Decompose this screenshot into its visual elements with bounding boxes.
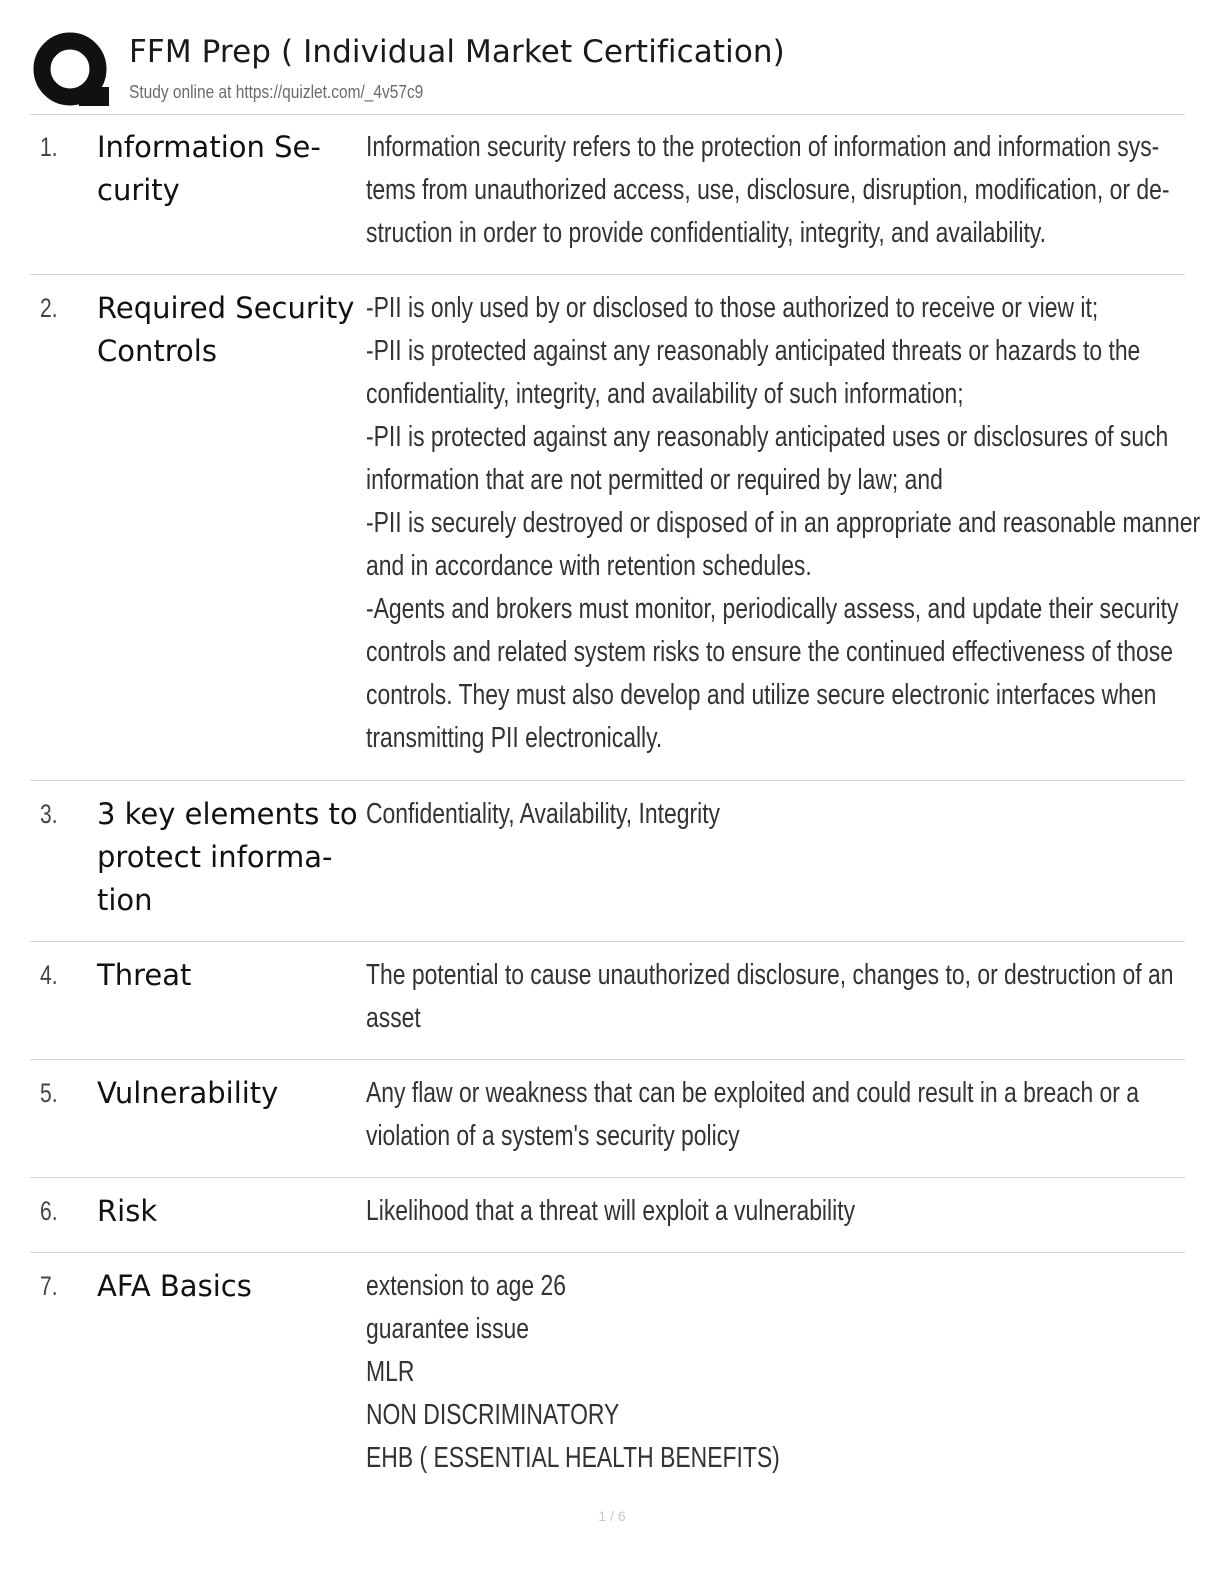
definition-line: -PII is protected against any reasonably anticipated uses or disclosures of such [366, 421, 1169, 453]
divider [30, 274, 1185, 275]
term-line: curity [97, 173, 180, 207]
definition-line: The potential to cause unauthorized disclosure, changes to, or destruction of an [366, 959, 1174, 991]
card-term [97, 793, 372, 922]
divider [30, 1177, 1185, 1178]
definition-line: -PII is only used by or disclosed to those authorized to receive or view it; [366, 292, 1099, 324]
definition-line: violation of a system's security policy [366, 1120, 740, 1152]
definition-line: NON DISCRIMINATORY [366, 1399, 620, 1431]
card-number: 5. [40, 1078, 58, 1108]
definition-line: EHB ( ESSENTIAL HEALTH BENEFITS) [366, 1442, 780, 1474]
definition-line: -Agents and brokers must monitor, periodically assess, and update their security [366, 593, 1179, 625]
card-number: 7. [40, 1271, 58, 1301]
definition-line: tems from unauthorized access, use, disclosure, disruption, modification, or de- [366, 174, 1170, 206]
card-term [97, 1265, 372, 1308]
definition-line: controls and related system risks to ensure the continued effectiveness of those [366, 636, 1173, 668]
card-term [97, 1072, 372, 1115]
divider [30, 941, 1185, 942]
card-term [97, 126, 372, 212]
card-number: 1. [40, 132, 58, 162]
card-definition [366, 1072, 1156, 1158]
definition-line: information that are not permitted or required by law; and [366, 464, 943, 496]
card-definition [366, 1265, 1156, 1480]
card-definition [366, 793, 1156, 836]
term-line: Risk [97, 1194, 158, 1228]
definition-line: transmitting PII electronically. [366, 722, 663, 754]
definition-line: asset [366, 1002, 421, 1034]
card-number: 4. [40, 960, 58, 990]
card-number: 6. [40, 1196, 58, 1226]
definition-line: Confidentiality, Availability, Integrity [366, 798, 721, 830]
definition-line: -PII is protected against any reasonably anticipated threats or hazards to the [366, 335, 1141, 367]
card-definition [366, 126, 1170, 255]
page-header [30, 28, 1186, 114]
definition-line: Information security refers to the protection of information and information sys- [366, 131, 1160, 163]
definition-line: guarantee issue [366, 1313, 530, 1345]
term-line: tion [97, 883, 153, 917]
page-indicator: 1 / 6 [598, 1508, 626, 1524]
card-definition [366, 287, 1201, 760]
study-online-link[interactable]: Study online at https://quizlet.com/_4v57c9 [129, 82, 424, 102]
card-term [97, 1190, 372, 1233]
card-number: 2. [40, 293, 58, 323]
definition-line: Any flaw or weakness that can be exploited and could result in a breach or a [366, 1077, 1140, 1109]
divider [30, 114, 1185, 115]
term-line: protect informa- [97, 840, 333, 874]
definition-line: extension to age 26 [366, 1270, 566, 1302]
page-title: FFM Prep ( Individual Market Certification) [129, 34, 785, 70]
term-line: Vulnerability [97, 1076, 279, 1110]
card-definition [366, 954, 1174, 1040]
definition-line: Likelihood that a threat will exploit a vulnerability [366, 1195, 856, 1227]
card-term [97, 287, 372, 373]
definition-line: -PII is securely destroyed or disposed of in an appropriate and reasonable manner [366, 507, 1201, 539]
definition-line: struction in order to provide confidentiality, integrity, and availability. [366, 217, 1047, 249]
definition-line: controls. They must also develop and utilize secure electronic interfaces when [366, 679, 1157, 711]
term-line: Required Security [97, 291, 355, 325]
term-line: AFA Basics [97, 1269, 252, 1303]
term-line: Controls [97, 334, 217, 368]
divider [30, 1252, 1185, 1253]
term-line: 3 key elements to [97, 797, 358, 831]
definition-line: confidentiality, integrity, and availability of such information; [366, 378, 964, 410]
definition-line: and in accordance with retention schedules. [366, 550, 812, 582]
divider [30, 1059, 1185, 1060]
divider [30, 780, 1185, 781]
quizlet-logo-icon [33, 32, 109, 108]
card-definition [366, 1190, 1156, 1233]
card-term [97, 954, 372, 997]
term-line: Information Se- [97, 130, 321, 164]
card-number: 3. [40, 799, 58, 829]
definition-line: MLR [366, 1356, 415, 1388]
term-line: Threat [97, 958, 192, 992]
